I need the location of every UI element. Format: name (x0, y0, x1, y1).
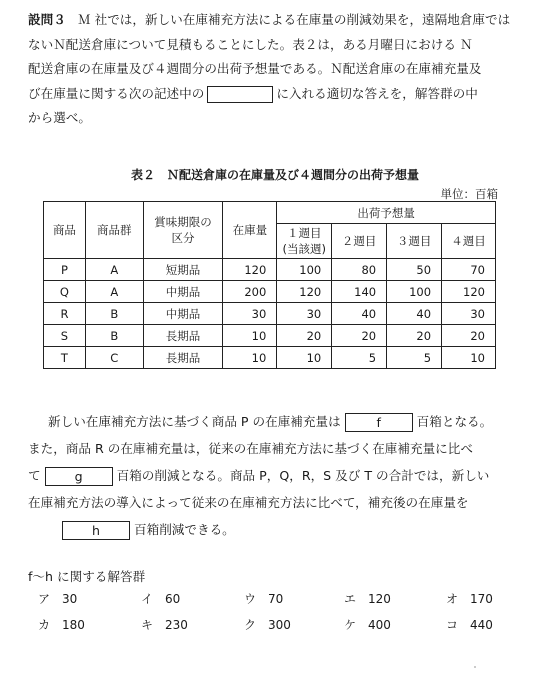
question-line (28, 8, 533, 33)
answer-choice[interactable]: オ 170 (446, 592, 493, 606)
answer-row (38, 616, 518, 642)
answer-row (38, 590, 518, 616)
header-week2: ２週目 (332, 224, 387, 259)
header-stock: 在庫量 (223, 202, 277, 259)
question-number: 設問３ (28, 12, 66, 27)
table-row: P A 短期品 120 100 80 50 70 (44, 259, 496, 281)
header-product: 商品 (44, 202, 86, 259)
table-row: S B 長期品 10 20 20 20 20 (44, 325, 496, 347)
table-row: R B 中期品 30 30 40 40 30 (44, 303, 496, 325)
answer-choice[interactable]: イ 60 (141, 592, 181, 606)
answer-choice[interactable]: コ 440 (446, 618, 493, 632)
answer-choices (38, 590, 518, 642)
header-forecast: 出荷予想量 (277, 202, 496, 224)
answer-choice[interactable]: ク 300 (244, 618, 291, 632)
header-shelf-life: 賞味期限の 区分 (143, 202, 223, 259)
header-week4: ４週目 (442, 224, 496, 259)
answer-choice[interactable]: ア 30 (38, 592, 78, 606)
blank-box (207, 86, 273, 103)
blank-g: g (45, 467, 113, 486)
question-text-5: から選べ。 (28, 110, 91, 126)
table-caption: 表２ Ｎ配送倉庫の在庫量及び４週間分の出荷予想量 (130, 168, 419, 182)
answer-choice[interactable]: エ 120 (344, 592, 391, 606)
question-text-2: ないＮ配送倉庫について見積もることにした。表２は，ある月曜日における Ｎ (28, 36, 473, 52)
header-week1: １週目 (当該週) (277, 224, 332, 259)
answer-choice[interactable]: ケ 400 (344, 618, 391, 632)
inventory-table (43, 201, 496, 369)
passage-line: また，商品 R の在庫補充量は，従来の在庫補充方法に基づく在庫補充量に比べ (28, 441, 473, 456)
question-line (28, 57, 533, 82)
question-text-4a: び在庫量に関する次の記述中の (28, 85, 205, 101)
table-header-row (44, 202, 496, 224)
table-row: T C 長期品 10 10 5 5 10 (44, 347, 496, 369)
answer-group-title: f～h に関する解答群 (28, 569, 146, 584)
answer-choice[interactable]: キ 230 (141, 618, 188, 632)
passage-line: 在庫補充方法の導入によって従来の在庫補充方法に比べて，補充後の在庫量を (28, 495, 469, 510)
question-line (28, 82, 533, 107)
blank-h: h (62, 521, 130, 540)
question-paragraph (28, 8, 533, 131)
passage-line: て g 百箱の削減となる。商品 P，Q，R，S 及び T の合計では，新しい (28, 468, 490, 484)
answer-choice[interactable]: カ 180 (38, 618, 85, 632)
question-line (28, 106, 533, 131)
question-text-4b: に入れる適切な答えを，解答群の中 (276, 85, 478, 101)
passage-paragraph (28, 408, 533, 543)
passage-line: h 百箱削減できる。 (28, 516, 533, 543)
question-line (28, 33, 533, 58)
blank-f: f (345, 413, 413, 432)
scan-speck (474, 666, 476, 668)
table-unit: 単位：百箱 (440, 187, 498, 201)
passage-line: 新しい在庫補充方法に基づく商品 P の在庫補充量は f 百箱となる。 (48, 414, 493, 430)
answer-choice[interactable]: ウ 70 (244, 592, 284, 606)
table-row: Q A 中期品 200 120 140 100 120 (44, 281, 496, 303)
header-week3: ３週目 (387, 224, 442, 259)
header-group: 商品群 (85, 202, 143, 259)
question-text-3: 配送倉庫の在庫量及び４週間分の出荷予想量である。Ｎ配送倉庫の在庫補充量及 (28, 61, 482, 77)
question-text-1: Ｍ 社では，新しい在庫補充方法による在庫量の削減効果を，遠隔地倉庫では (78, 12, 511, 27)
